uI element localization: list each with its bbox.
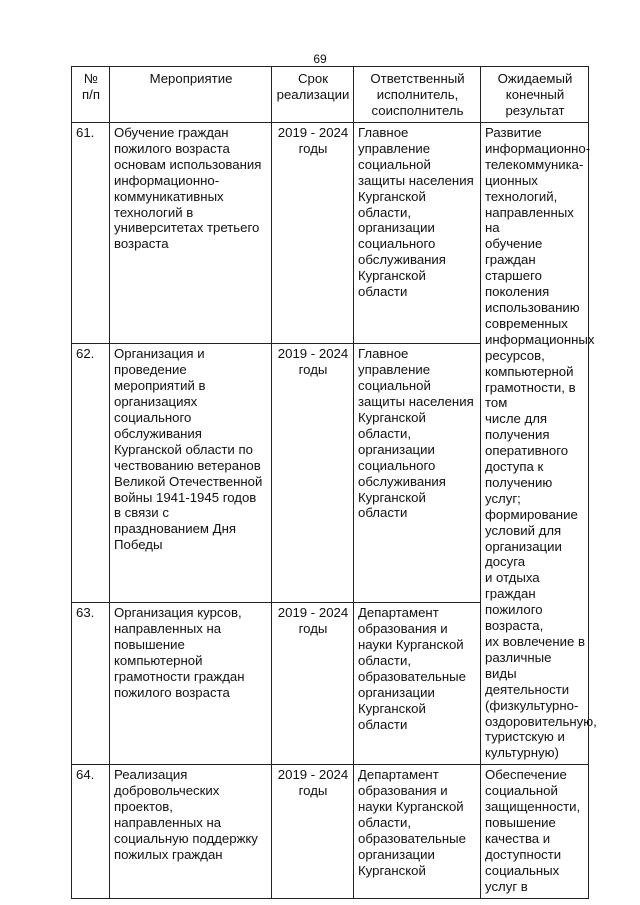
header-term: Срок реализации — [272, 67, 354, 123]
row-num: 64. — [72, 765, 110, 898]
row-event: Организация и проведение мероприятий в организациях социального обслуживания Курганской области по чествованию ветеранов Великой Отечественной войны 1941-1945 годов в связи с празднованием Дня Победы — [110, 344, 272, 603]
row-num: 61. — [72, 123, 110, 344]
row-executor: Департамент образования и науки Курганской области, образовательные организации Курганской — [354, 765, 481, 898]
events-table — [71, 66, 597, 899]
header-event: Мероприятие — [110, 67, 272, 123]
header-executor: Ответственный исполнитель, соисполнитель — [354, 67, 481, 123]
row-term: 2019 - 2024 годы — [272, 344, 354, 603]
page-number: 69 — [313, 52, 327, 66]
table-row — [72, 123, 589, 344]
row-num: 62. — [72, 344, 110, 603]
row-event: Организация курсов, направленных на повышение компьютерной грамотности граждан пожилого возраста — [110, 603, 272, 765]
row-executor: Главное управление социальной защиты населения Курганской области, организации социального обслуживания Курганской области — [354, 123, 481, 344]
row-term: 2019 - 2024 годы — [272, 765, 354, 898]
row-event: Реализация добровольческих проектов, направленных на социальную поддержку пожилых граждан — [110, 765, 272, 898]
row-result: Обеспечение социальной защищенности, повышение качества и доступности социальных услуг в — [481, 765, 589, 898]
merged-result: Развитие информационно- телекоммуника- ционных технологий, направленных на обучение граждан старшего поколения использованию современных информационных ресурсов, компьютерной грамотности, в том числе для получения оперативного доступа к получению услуг; формирование условий для организации досуга и отдыха граждан пожилого возраста, их вовлечение в различные виды деятельности (физкультурно- оздоровительную, туристскую и культурную) — [481, 123, 589, 765]
row-event: Обучение граждан пожилого возраста основам использования информационно- коммуникативных технологий в университетах третьего возраста — [110, 123, 272, 344]
row-term: 2019 - 2024 годы — [272, 603, 354, 765]
row-executor: Департамент образования и науки Курганской области, образовательные организации Курганской области — [354, 603, 481, 765]
table-row — [72, 765, 589, 898]
row-num: 63. — [72, 603, 110, 765]
row-term: 2019 - 2024 годы — [272, 123, 354, 344]
header-num: № п/п — [72, 67, 110, 123]
header-result: Ожидаемый конечный результат — [481, 67, 589, 123]
table-header-row — [72, 67, 589, 123]
row-executor: Главное управление социальной защиты населения Курганской области, организации социального обслуживания Курганской области — [354, 344, 481, 603]
